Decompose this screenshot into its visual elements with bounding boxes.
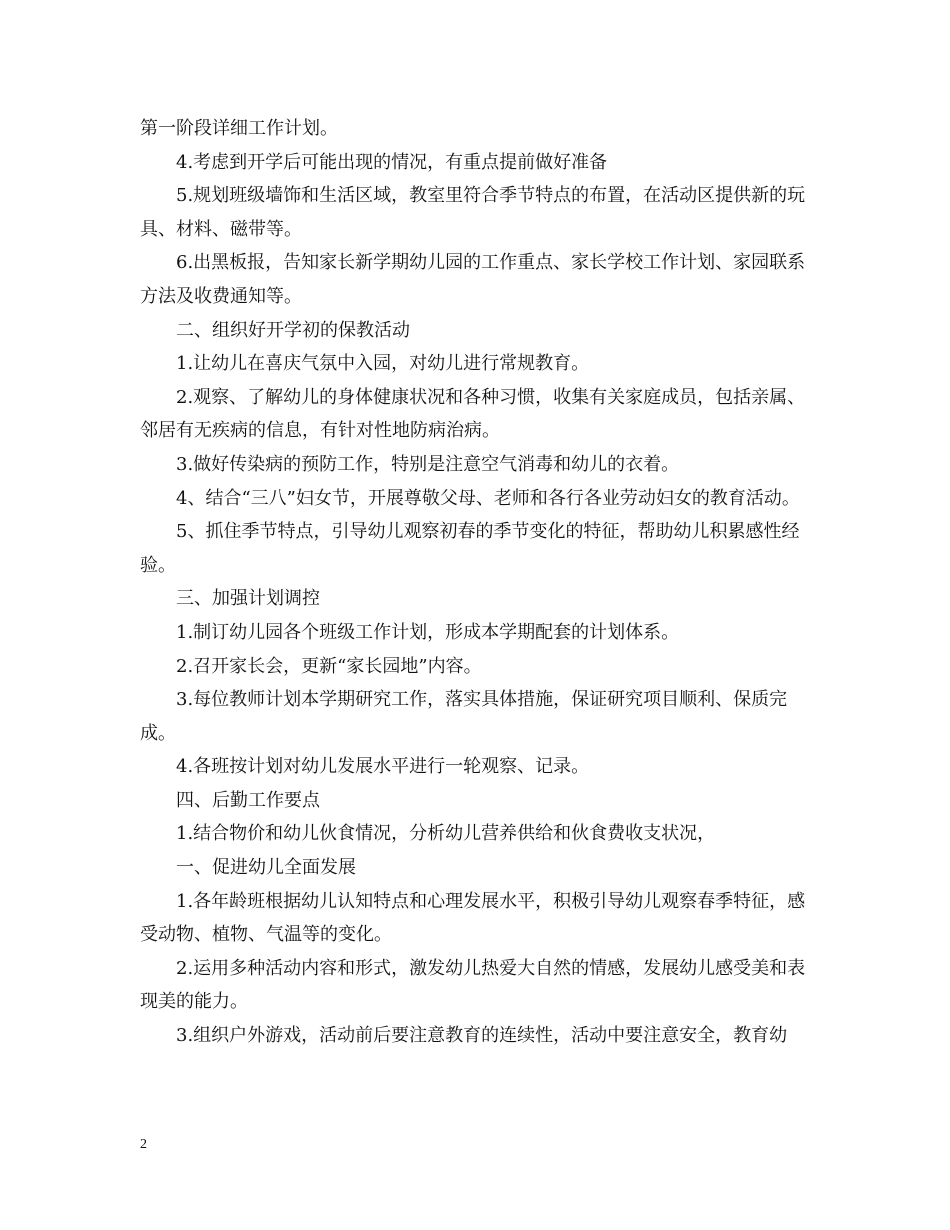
section-heading-1: 一、促进幼儿全面发展 (176, 857, 356, 879)
paragraph-17: 1.结合物价和幼儿伙食情况，分析幼儿营养供给和伙食费收支状况， (176, 823, 716, 845)
paragraph-4: 6.出黑板报，告知家长新学期幼儿园的工作重点、家长学校工作计划、家园联系方法及收费通知等。 (140, 252, 806, 307)
paragraph-7: 2.观察、了解幼儿的身体健康状况和各种习惯，收集有关家庭成员，包括亲属、邻居有无疾病的信息，有针对性地防病治病。 (140, 386, 806, 442)
paragraph-19: 1.各年龄班根据幼儿认知特点和心理发展水平，积极引导幼儿观察春季特征，感受动物、植物、气温等的变化。 (140, 890, 806, 946)
paragraph-21: 3.组织户外游戏，活动前后要注意教育的连续性，活动中要注意安全，教育幼 (176, 1025, 788, 1047)
page-number: 2 (140, 1137, 147, 1152)
document-body (140, 112, 820, 1053)
paragraph-15: 4.各班按计划对幼儿发展水平进行一轮观察、记录。 (176, 756, 590, 778)
paragraph-13: 2.召开家长会，更新“家长园地”内容。 (176, 655, 482, 677)
paragraph-14: 3.每位教师计划本学期研究工作，落实具体措施，保证研究项目顺利、保质完成。 (140, 689, 788, 744)
paragraph-10: 5、抓住季节特点，引导幼儿观察初春的季节变化的特征，帮助幼儿积累感性经验。 (140, 521, 800, 576)
paragraph-1: 第一阶段详细工作计划。 (140, 118, 338, 139)
paragraph-2: 4.考虑到开学后可能出现的情况，有重点提前做好准备 (176, 151, 608, 173)
paragraph-12: 1.制订幼儿园各个班级工作计划，形成本学期配套的计划体系。 (176, 621, 680, 643)
paragraph-6: 1.让幼儿在喜庆气氛中入园，对幼儿进行常规教育。 (176, 353, 590, 375)
section-heading-3: 三、加强计划调控 (176, 588, 320, 610)
section-heading-4: 四、后勤工作要点 (176, 789, 320, 811)
paragraph-20: 2.运用多种活动内容和形式，激发幼儿热爱大自然的情感，发展幼儿感受美和表现美的能力。 (140, 957, 806, 1013)
section-heading-2: 二、组织好开学初的保教活动 (176, 319, 410, 341)
paragraph-9: 4、结合“三八”妇女节，开展尊敬父母、老师和各行各业劳动妇女的教育活动。 (176, 487, 800, 509)
paragraph-8: 3.做好传染病的预防工作，特别是注意空气消毒和幼儿的衣着。 (176, 453, 680, 475)
paragraph-3: 5.规划班级墙饰和生活区域，教室里符合季节特点的布置，在活动区提供新的玩具、材料、磁带等。 (140, 185, 806, 240)
